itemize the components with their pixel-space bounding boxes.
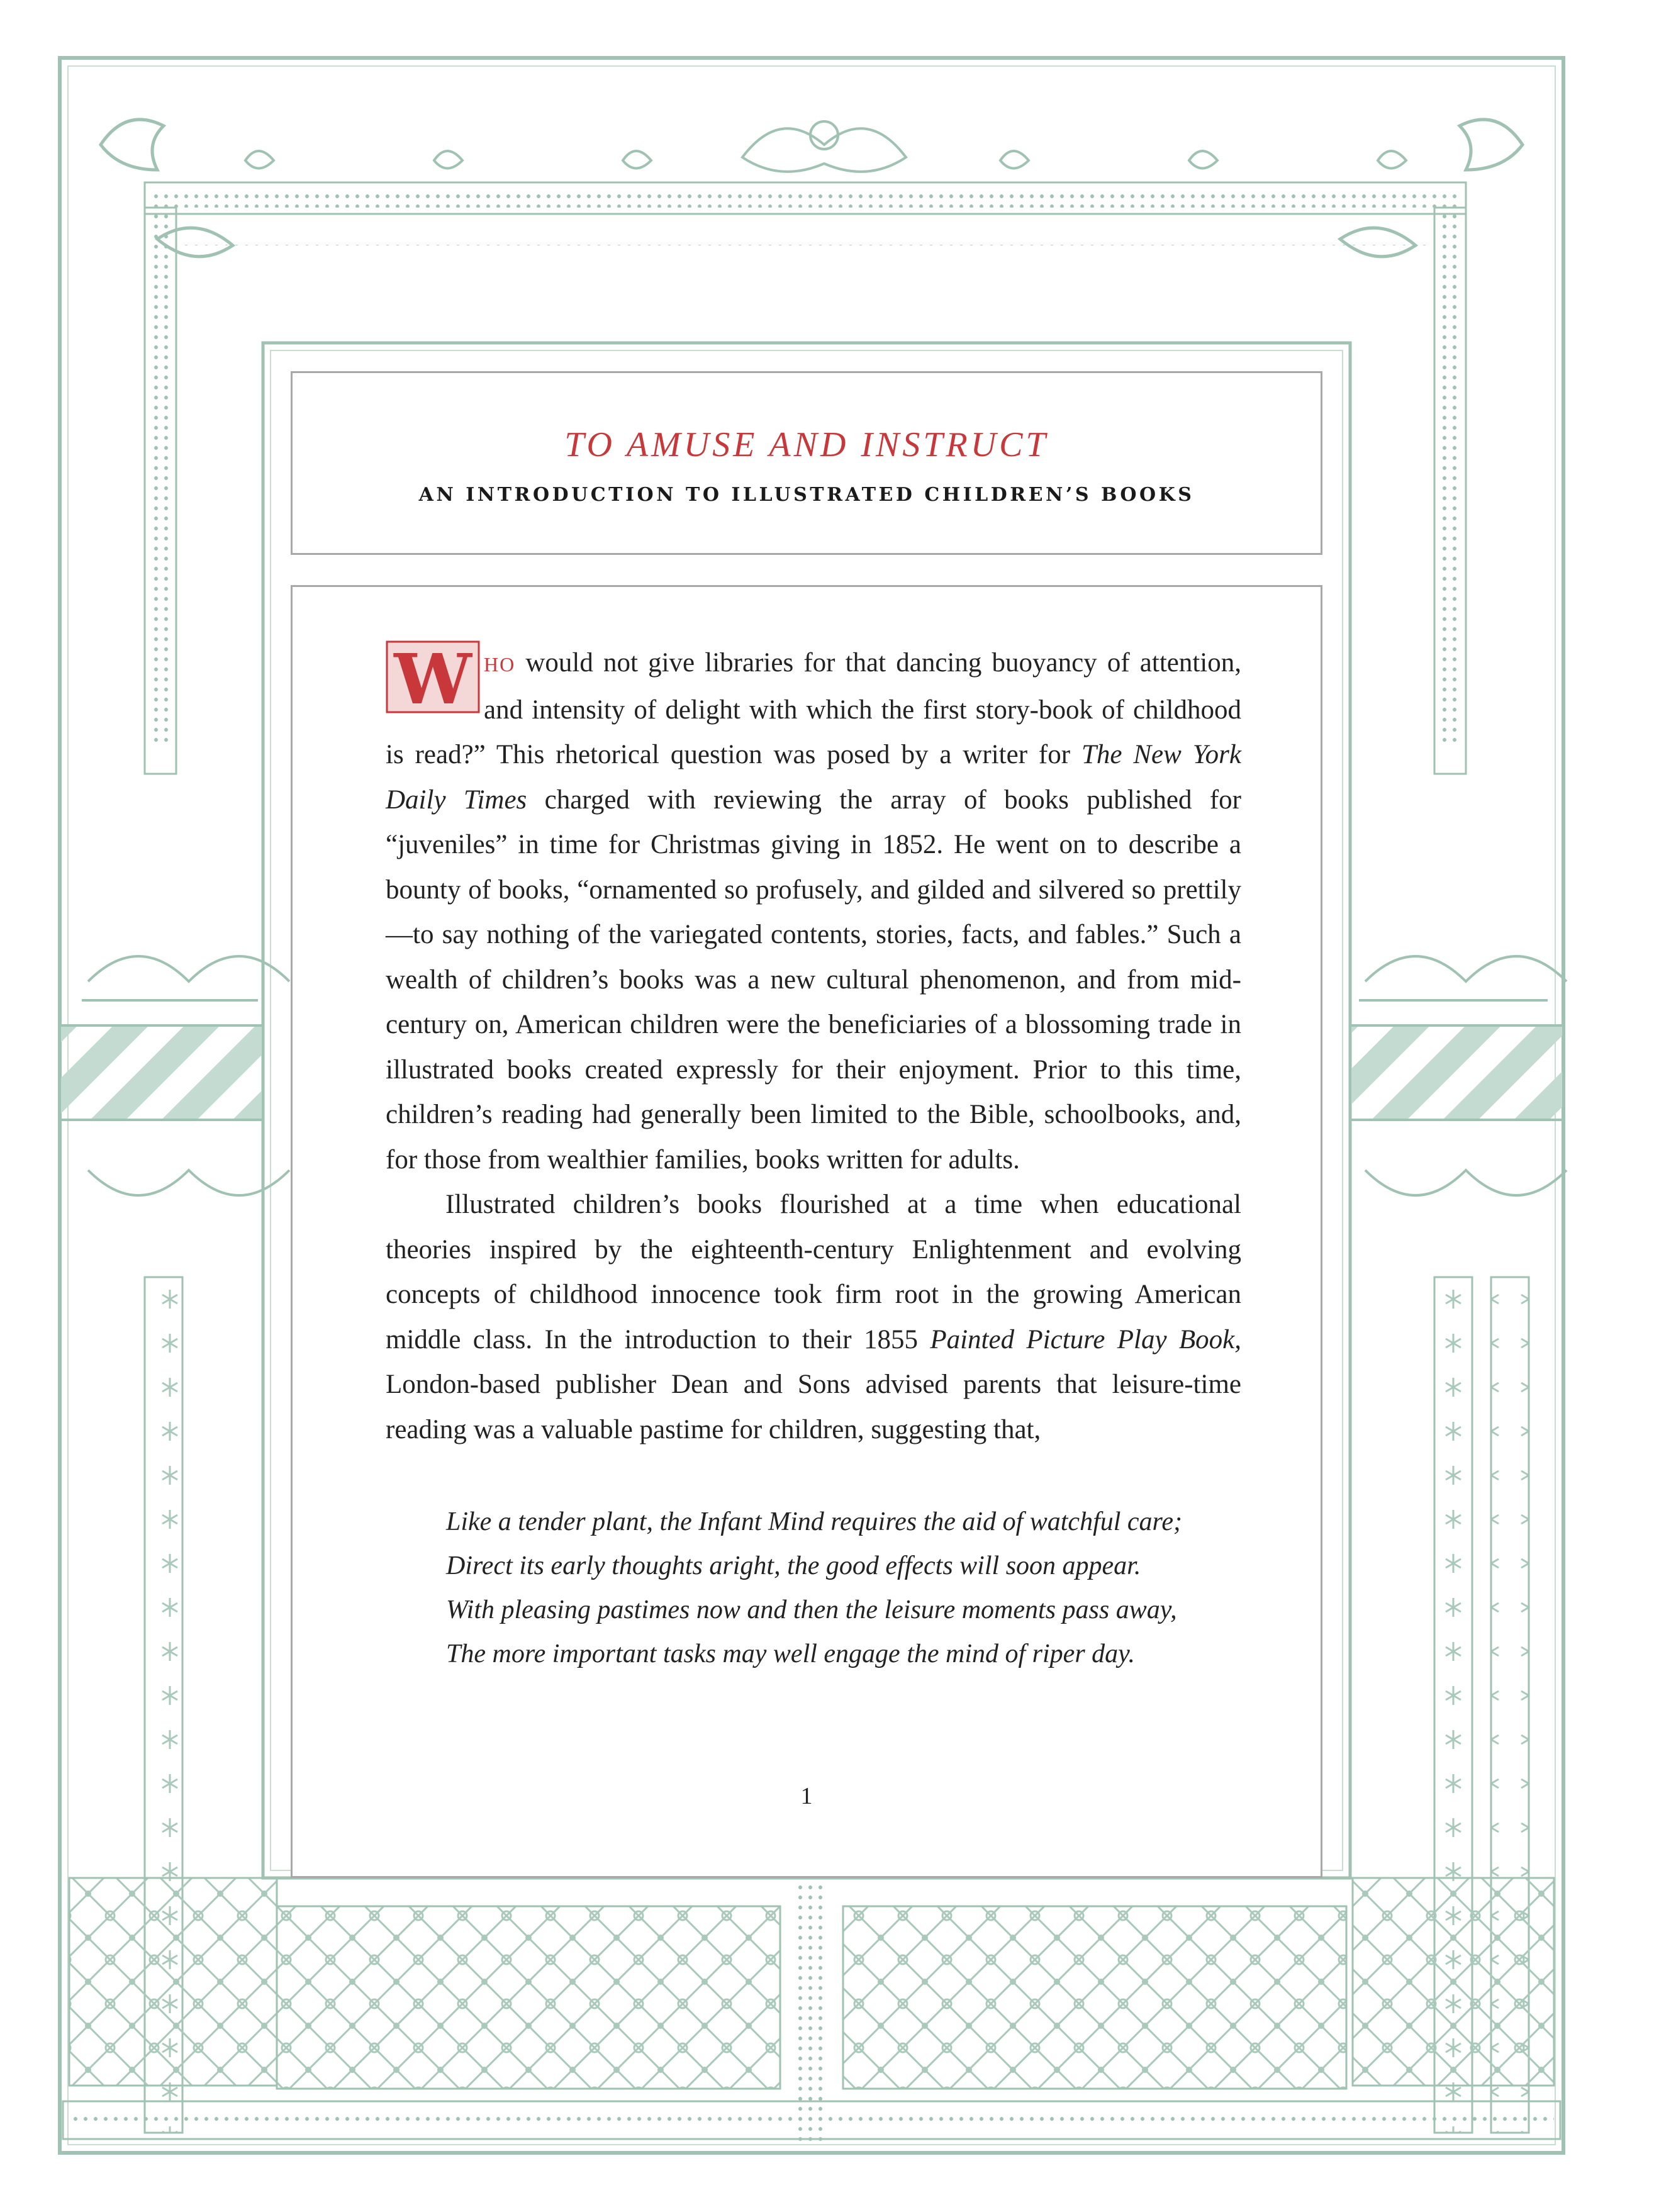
verse-line: Like a tender plant, the Infant Mind requires the aid of watchful care; [446, 1507, 1182, 1536]
paragraph-1-text-a: would not give libraries for that dancing buoyancy of attention, and intensity of delight with which the first story-book of childhood is read?” This rhetorical question was posed by a writer for [386, 648, 1241, 769]
verse-quote [446, 1500, 1241, 1676]
drop-cap-w [386, 640, 480, 713]
newspaper-title: The New York Daily Times [386, 740, 1242, 815]
title-box [291, 371, 1322, 555]
drop-cap-letter: W [394, 640, 472, 713]
verse-line: The more important tasks may well engage the mind of riper day. [446, 1639, 1135, 1668]
paragraph-2-text-a: Illustrated children’s books flourished at a time when educational theories inspired by the eighteenth-century Enlightenment and evolving concepts of childhood innocence took firm root in the growing American middle class. In the introduction to their 1855 [386, 1190, 1241, 1355]
body-text-box [291, 585, 1322, 1878]
page-number: 1 [800, 1783, 813, 1809]
paragraph-2-text-b: London-based publisher Dean and Sons advised parents that leisure-time reading was a valuable pastime for children, suggesting that, [386, 1370, 1241, 1444]
verse-line: With pleasing pastimes now and then the leisure moments pass away, [446, 1595, 1177, 1624]
paragraph-1 [386, 640, 1241, 1182]
drop-cap-continuation: HO [484, 653, 516, 676]
body-text [386, 640, 1241, 1676]
chapter-title: TO AMUSE AND INSTRUCT [564, 425, 1049, 464]
verse-line: Direct its early thoughts aright, the good effects will soon appear. [446, 1551, 1141, 1580]
book-title: Painted Picture Play Book, [930, 1324, 1241, 1355]
paragraph-1-text-b: charged with reviewing the array of books published for “juveniles” in time for Christmas giving in 1852. He went on to describe a bounty of books, “ornamented so profusely, and gilded and silvered so prettily—to say nothing of the variegated contents, stories, facts, and fables.” Such a wealth of children’s books was a new cultural phenomenon, and from mid-century on, American children were the beneficiaries of a blossoming trade in illustrated books created expressly for their enjoyment. Prior to this time, children’s reading had generally been limited to the Bible, schoolbooks, and, for those from wealthier families, books written for adults. [386, 785, 1241, 1175]
paragraph-2 [386, 1182, 1241, 1452]
chapter-subtitle: AN INTRODUCTION TO ILLUSTRATED CHILDREN’S BOOKS [418, 484, 1195, 506]
